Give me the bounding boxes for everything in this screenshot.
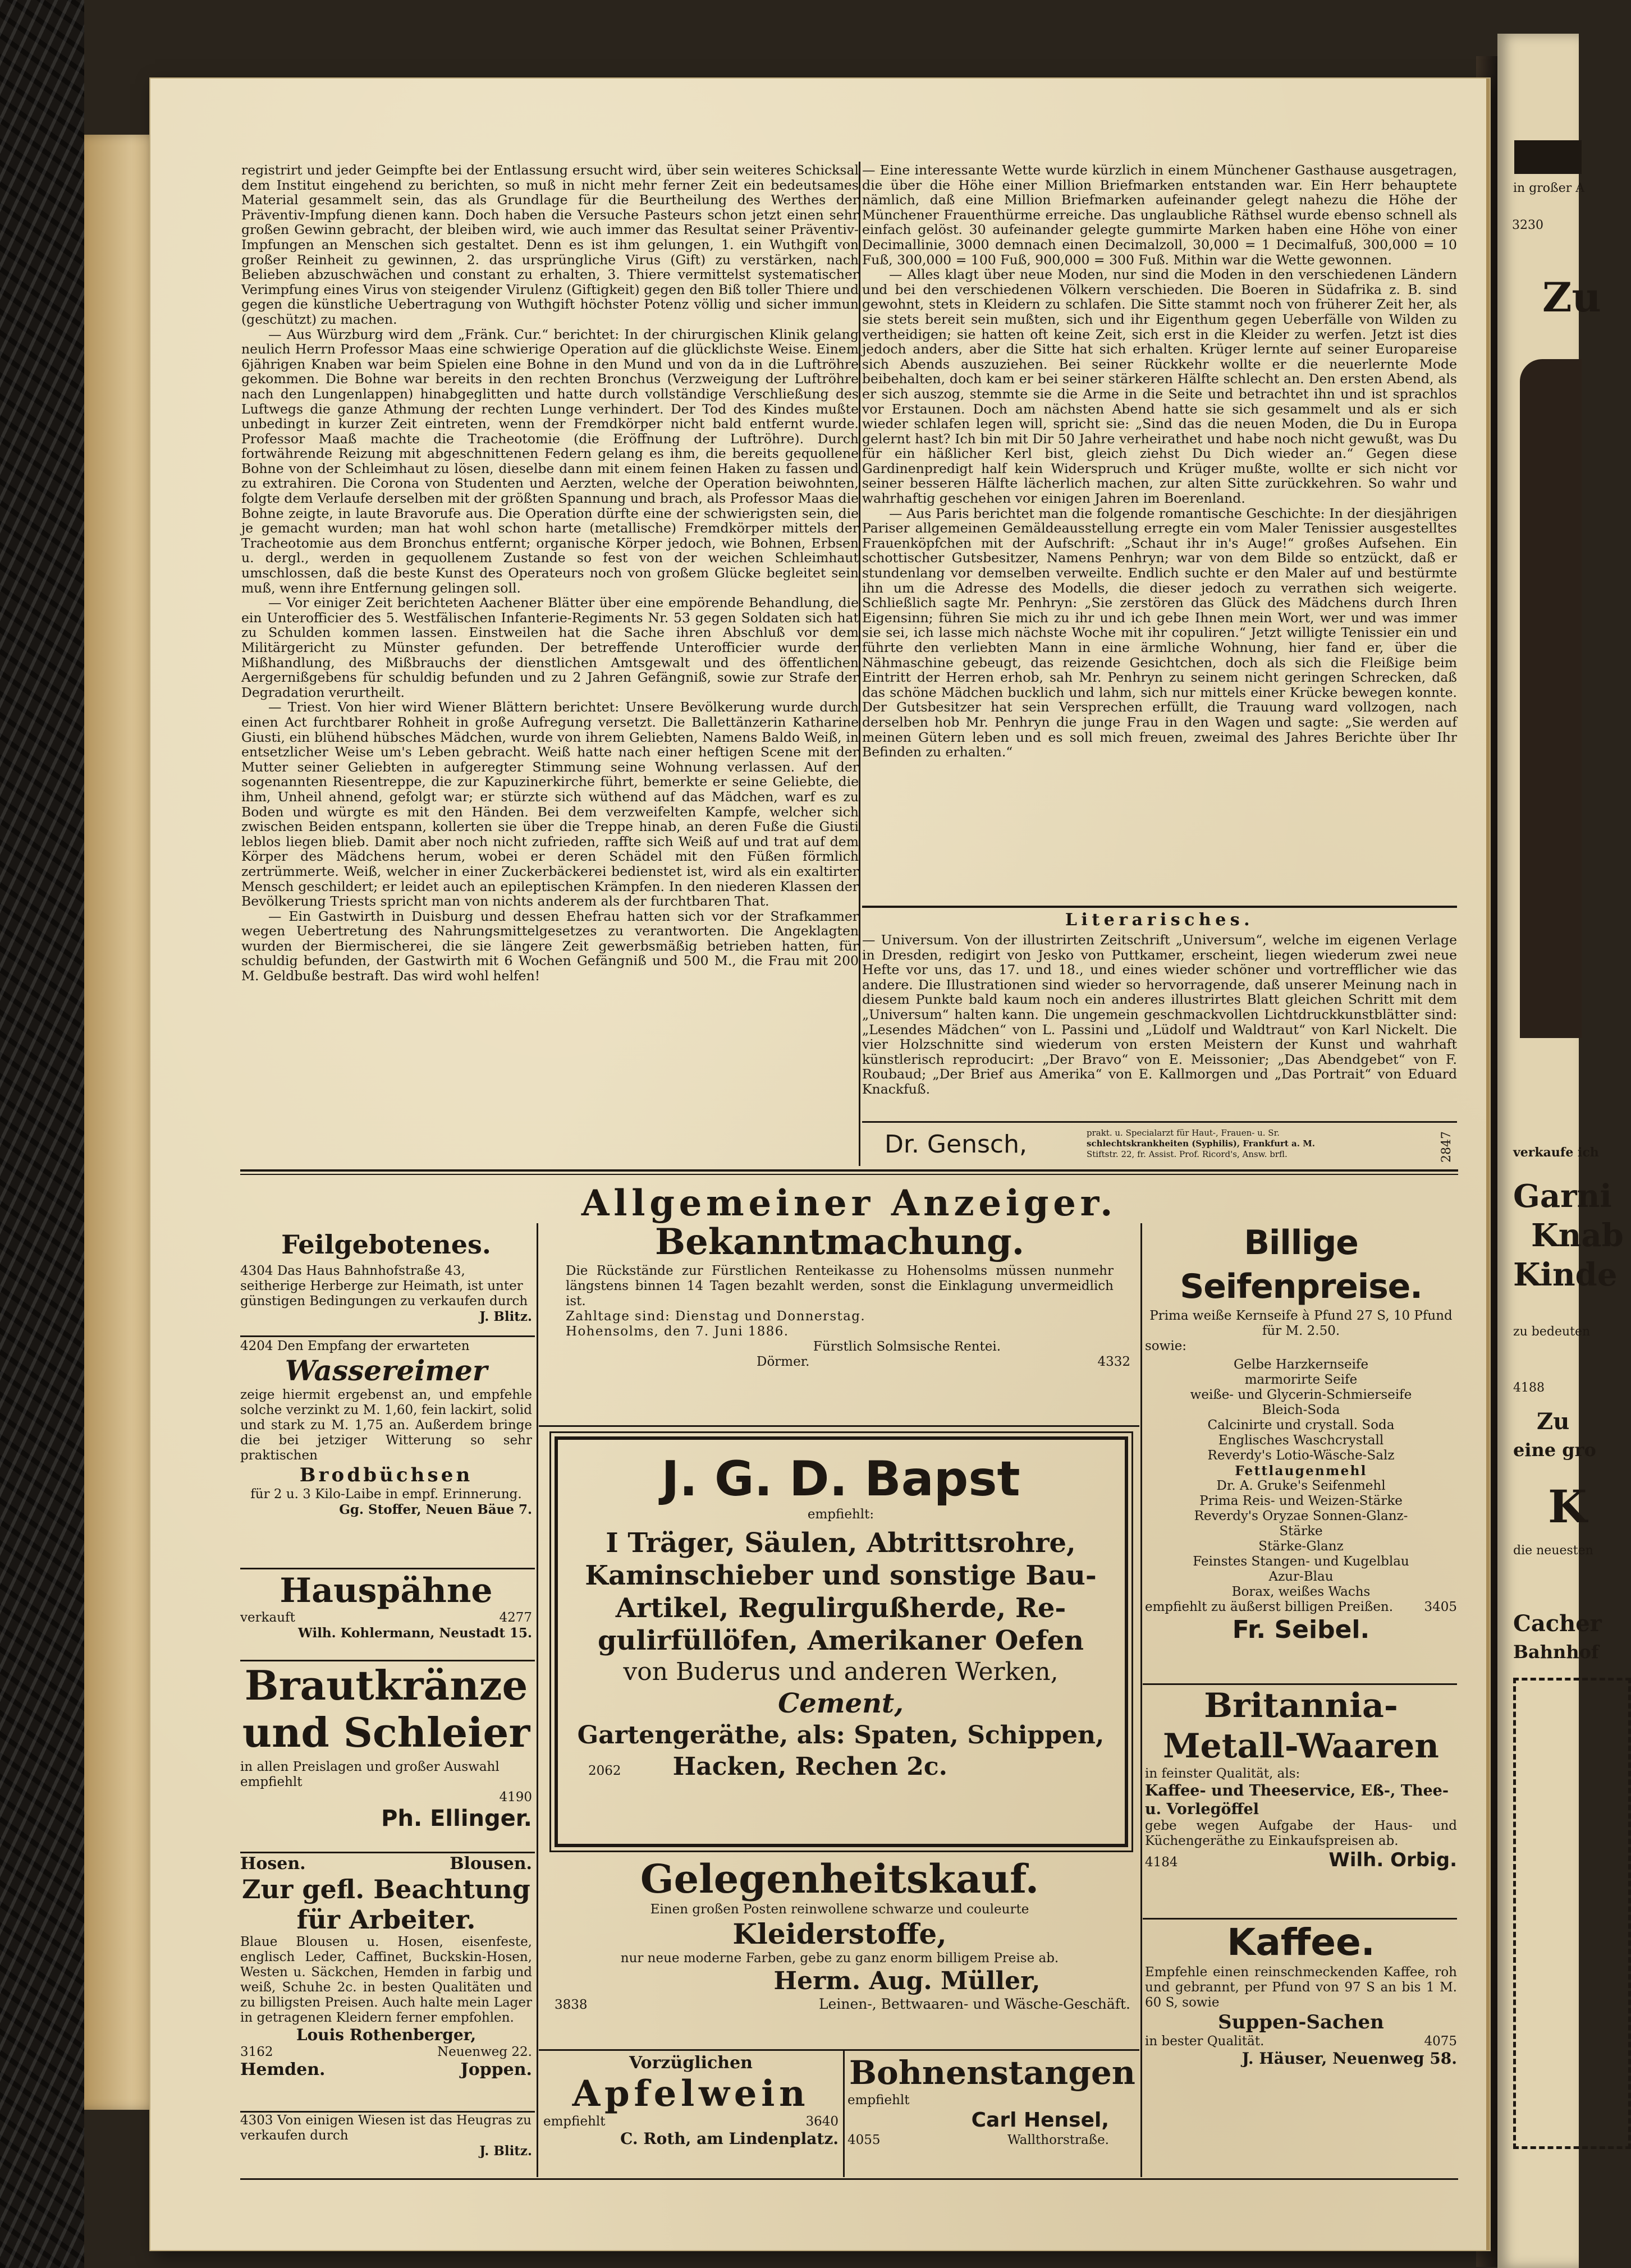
bapst-title: J. G. D. Bapst [661, 1451, 1020, 1507]
right-text-column [859, 163, 1457, 902]
seifen-item: weiße- und Glycerin-Schmierseife [1190, 1388, 1412, 1402]
britannia-sig-row [1145, 1849, 1457, 1871]
bohnen-ad [847, 2053, 1137, 2148]
seifen-item: Fettlaugenmehl [1235, 1463, 1367, 1479]
seifen-item: Borax, weißes Wachs [1231, 1585, 1371, 1599]
ad-signature: Ph. Ellinger. [381, 1806, 532, 1831]
feilgebotenes-ad [240, 1223, 532, 1324]
bapst-line: von Buderus und anderen Werken, [623, 1658, 1059, 1686]
bapst-line: Artikel, Regulirgußherde, Re- [615, 1592, 1066, 1624]
ad-body: Den Empfang der erwarteten [277, 1339, 470, 1353]
ad-body: Einen großen Posten reinwollene schwarze und couleurte [650, 1902, 1029, 1917]
ad-signature: Carl Hensel, [971, 2109, 1109, 2132]
ad-body: in allen Preislagen und großer Auswahl empfiehlt [240, 1760, 500, 1789]
ad-signature: J. Blitz. [479, 2143, 532, 2159]
kaffee-ad [1145, 1920, 1457, 2068]
bapst-last-row [566, 1751, 1116, 1783]
facing-text: 4188 [1513, 1381, 1545, 1395]
wiesen-ad [240, 2113, 532, 2159]
arbeiter-ad [240, 1854, 532, 2080]
bapst-line: Kaminschieber und sonstige Bau- [585, 1560, 1097, 1591]
seifen-item: Feinstes Stangen- und Kugelblau [1193, 1554, 1409, 1569]
brautkraenze-title: und Schleier [242, 1709, 530, 1756]
apfelwein-ad [543, 2053, 839, 2148]
article-paragraph: — Vor einiger Zeit berichteten Aachener Blätter über eine empörende Behandlung, die ein Unterofficier des 5. Westfälischen Infanterie-Regiments Nr. 53 gegen Soldaten sich hat zu Schulden kommen lassen. Einstweilen hat die Sache ihren Abschluß vor dem Militärgericht zu Münster gefunden. Der betreffende Unterofficier wurde der Mißhandlung, des Mißbrauchs der dienstlichen Amtsgewalt und des öffentlichen Aergernißgebens für schuldig befunden und zu 2 Jahren Gefängniß, sowie zur Strafe der Degradation verurtheilt. [241, 595, 859, 700]
ad-signature: Gg. Stoffer, Neuen Bäue 7. [339, 1502, 532, 1517]
seifen-item: Bleich-Soda [1262, 1403, 1340, 1417]
gelegenheit-bottom-row [543, 1996, 1136, 2013]
ad-label: Joppen. [460, 2060, 532, 2079]
facing-text: Zu [1542, 273, 1601, 321]
seifen-item: Englisches Waschcrystall [1218, 1433, 1384, 1448]
gensch-line: Stiftstr. 22, fr. Assist. Prof. Ricord's, Answ. brfl. [1087, 1149, 1288, 1159]
brodbuechsen-title: Brodbüchsen [299, 1464, 473, 1486]
bohnen-row [847, 2133, 1137, 2148]
ad-body: empfiehlt zu äußerst billigen Preißen. [1145, 1600, 1394, 1614]
arbeiter-title: Zur gefl. Beachtung [242, 1874, 530, 1904]
section-rule [862, 906, 1457, 908]
ad-signature: Herm. Aug. Müller, [773, 1967, 1041, 1995]
facing-text: verkaufe ich [1513, 1145, 1599, 1160]
ad-number: 4190 [499, 1790, 532, 1805]
bottom-rule [240, 2178, 1458, 2180]
ad-signature: Fr. Seibel. [1232, 1615, 1370, 1644]
literarisches-text [862, 933, 1457, 1118]
britannia-ad [1145, 1686, 1457, 1871]
article-paragraph: — Aus Paris berichtet man die folgende romantische Geschichte: In der diesjährigen Pariser allgemeinen Gemäldeausstellung erregte ein vom Maler Tenissier ausgestelltes Frauenköpfchen mit der Aufschrift: „Schaut ihr in's Auge!“ großes Aufsehen. Ein schottischer Gutsbesitzer, Namens Penhryn; war von dem Bilde so entzückt, daß er stundenlang vor demselben verweilte. Endlich suchte er den Maler auf und bestürmte ihn um die Adresse des Modells, die dieser jedoch zu verrathen sich weigerte. Schließlich sagte Mr. Penhryn: „Sie zerstören das Glück des Mädchens durch Ihren Eigensinn; führen Sie mich zu ihr und ich gebe Ihnen mein Wort, wer und was immer sie sei, ich lasse mich nächste Woche mit ihr copuliren.“ Jetzt willigte Tenissier ein und führte den verliebten Mann in eine ärmliche Wohnung, hier fand er, über die Nähmaschine gebeugt, das reizende Gesichtchen, doch als sich die Fleißige beim Eintritt der Herren erhob, sah Mr. Penhryn zu seinem nicht geringen Schrecken, daß das schöne Mädchen bucklich und lahm, sich nur mittels einer Krücke bewegen konnte. Der Gutsbesitzer hat sein Versprechen erfüllt, die Trauung ward vollzogen, nach derselben hob Mr. Penhryn die junge Frau in den Wagen und sagte: „Sie werden auf meinen Gütern leben und es soll mich freuen, zweimal des Jahres Berichte über Ihr Befinden zu erhalten.“ [862, 505, 1457, 760]
ad-column-divider [843, 2050, 845, 2177]
ad-body: Wallthorstraße. [1007, 2133, 1109, 2147]
gensch-ad [862, 1126, 1457, 1163]
ad-number: 4055 [847, 2133, 881, 2147]
ad-body: verkauft [240, 1610, 295, 1625]
ad-number: 3640 [805, 2114, 839, 2129]
ad-label: Hosen. [240, 1854, 306, 1874]
bapst-ad [566, 1448, 1116, 1783]
facing-text: 3230 [1512, 218, 1543, 232]
hauspaehne-title: Hauspähne [280, 1571, 493, 1610]
britannia-title: Metall-Waaren [1163, 1727, 1439, 1766]
newspaper-page [150, 79, 1490, 2250]
seifen-item: Stärke [1279, 1524, 1323, 1539]
ad-body: Leinen-, Bettwaaren- und Wäsche-Geschäft. [818, 1996, 1130, 2012]
facing-ad-border [1513, 1678, 1631, 2149]
ad-number: 4204 [240, 1339, 273, 1353]
article-paragraph: — Aus Würzburg wird dem „Fränk. Cur.“ berichtet: In der chirurgischen Klinik gelang neulich Herrn Professor Maas eine schwierige Operation auf die glücklichste Weise. Einem 6jährigen Knaben war beim Spielen eine Bohne in den Mund und von da in die Luftröhre gekommen. Die Bohne war bereits in den rechten Bronchus (Verzweigung der Luftröhre nach den Lungenlappen) hinabgeglitten und hatte durch vollständige Verschließung des Luftwegs die ganze Athmung der rechten Lunge verhindert. Der Tod des Kindes mußte unbedingt in kurzer Zeit eintreten, wenn der Fremdkörper nicht bald entfernt wurde. Professor Maaß machte die Tracheotomie (die Eröffnung der Luftröhre). Durch fortwährende Reizung mit abgeschnittenen Federn gelang es ihm, die bereits gequollene Bohne von der Schleimhaut zu lösen, dieselbe dann mit einem feinen Haken zu fassen und zu extrahiren. Die Corona von Studenten und Aerzten, welche der Operation beiwohnten, folgte dem Verlaufe derselben mit der größten Spannung und brach, als Professor Maas die Bohne zeigte, in laute Bravorufe aus. Die Operation dürfte eine der schwierigsten sein, die je gemacht wurden; man hat wohl schon harte (metallische) Fremdkörper mittels der Tracheotomie aus dem Bronchus entfernt; organische Körper jedoch, wie Bohnen, Erbsen u. dergl., werden in gequollenem Zustande so fest von der weichen Schleimhaut umschlossen, daß die beste Kunst des Operateurs noch von großem Glücke begleitet sein muß, wenn ihre Entfernung gelingen soll. [241, 326, 859, 596]
facing-text: in großer A [1513, 181, 1585, 195]
bohnen-title: Bohnenstangen [849, 2054, 1135, 2092]
ad-body: für 2 u. 3 Kilo-Laibe in empf. Erinnerung. [250, 1487, 522, 1502]
ad-body: Kaffee- und Theeservice, Eß-, Thee- u. Vorlegöffel [1145, 1782, 1449, 1818]
ad-body: Empfehle einen reinschmeckenden Kaffee, roh und gebrannt, per Pfund von 97 S an bis 1 M. 60 S, sowie [1145, 1965, 1457, 2010]
anzeiger-rule [240, 1169, 1458, 1172]
feilgebotenes-heading: Feilgebotenes. [281, 1229, 491, 1260]
arbeiter-title: für Arbeiter. [296, 1904, 476, 1935]
facing-text: eine gro [1513, 1439, 1596, 1461]
ad-column-divider [537, 1223, 538, 2177]
kaffee-title: Kaffee. [1227, 1921, 1375, 1964]
ad-label: Blousen. [450, 1854, 532, 1874]
ad-rule [1143, 1683, 1457, 1685]
britannia-title: Britannia- [1204, 1686, 1398, 1725]
literarisches-paragraph: — Universum. Von der illustrirten Zeitschrift „Universum“, welche im eigenen Verlage in Dresden, redigirt von Jesko von Puttkamer, erscheint, liegen wiederum zwei neue Hefte vor uns, das 17. und 18., und eines wieder schöner und vortrefflicher wie das andere. Die Illustrationen sind wieder so hervorragende, daß unserer Meinung nach in diesem Punkte bald kaum noch ein anderes illustrirtes Blatt gleichen Schritt mit dem „Universum“ halten kann. Die ungemein geschmackvollen Lichtdruckkunstblätter sind: „Lesendes Mädchen“ von L. Passini und „Lüdolf und Waldtraut“ von Karl Nickelt. Die vier Holzschnitte sind wiederum von ersten Meistern der Kunst und wahrhaft künstlerisch reproducirt: „Der Bravo“ von E. Meissonier; „Das Abendgebet“ von F. Roubaud; „Der Brief aus Amerika“ von E. Kallmorgen und „Das Portrait“ von Eduard Knackfuß. [862, 932, 1457, 1097]
bapst-line: Cement, [778, 1688, 904, 1719]
seifen-ad [1145, 1221, 1457, 1645]
suppen-title: Suppen-Sachen [1218, 2011, 1384, 2033]
left-text-column [241, 163, 859, 1168]
anzeiger-title: Allgemeiner Anzeiger. [581, 1182, 1117, 1224]
kaffee-row [1145, 2034, 1457, 2049]
facing-text: Garni [1513, 1178, 1612, 1215]
arbeiter-addr-row [240, 2045, 532, 2060]
arbeiter-top-row [240, 1854, 532, 1874]
kleiderstoffe-title: Kleiderstoffe, [732, 1917, 947, 1950]
ad-column-divider [1140, 1223, 1142, 2177]
ad-body: Hohensolms, den 7. Juni 1886. [566, 1324, 789, 1339]
bapst-line: I Träger, Säulen, Abtrittsrohre, [606, 1527, 1076, 1559]
ad-number: 2062 [588, 1764, 621, 1778]
ad-rule [240, 1568, 535, 1569]
gensch-line: prakt. u. Specialarzt für Haut-, Frauen- u. Sr. [1087, 1128, 1280, 1138]
anzeiger-rule [240, 1174, 1458, 1175]
wassereimer-ad [240, 1339, 532, 1517]
gensch-line: schlechtskrankheiten (Syphilis), Frankfurt a. M. [1087, 1138, 1316, 1149]
ad-body: empfiehlt: [807, 1507, 874, 1522]
ad-signature: Fürstlich Solmsische Rentei. [813, 1339, 1001, 1354]
ad-body: zeige hiermit ergebenst an, und empfehle solche verzinkt zu M. 1,60, fein lackirt, solid und stark zu M. 1,75 an. Außerdem bringe die bei jetziger Witterung so sehr praktischen [240, 1388, 532, 1463]
seifen-item: Stärke-Glanz [1258, 1539, 1344, 1554]
hauspaehne-row [240, 1610, 532, 1626]
brautkraenze-ad [240, 1662, 532, 1832]
wiesen-text [240, 2113, 532, 2143]
ad-number: 4303 [240, 2113, 273, 2128]
ad-body: empfiehlt [847, 2093, 910, 2108]
ad-body: gebe wegen Aufgabe der Haus- und Küchengeräthe zu Einkaufspreisen ab. [1145, 1819, 1457, 1848]
seifen-item: Prima Reis- und Weizen-Stärke [1199, 1494, 1403, 1508]
facing-page-header-bar [1514, 140, 1582, 174]
apfelwein-pre: Vorzüglichen [629, 2053, 753, 2073]
seifen-item: Azur-Blau [1268, 1569, 1334, 1584]
ad-rule [240, 1852, 535, 1853]
seifen-item: Reverdy's Lotio-Wäsche-Salz [1207, 1448, 1395, 1463]
facing-text: zu bedeuten [1513, 1325, 1591, 1339]
seifen-item: Dr. A. Gruke's Seifenmehl [1216, 1479, 1386, 1493]
ad-body: sowie: [1145, 1339, 1187, 1353]
ad-body: Die Rückstände zur Fürstlichen Renteikasse zu Hohensolms müssen nunmehr längstens binnen 14 Tagen bezahlt werden, sonst die Einklagung unvermeidlich ist. [566, 1264, 1114, 1309]
book-binding [0, 0, 84, 2268]
ad-signature: Dörmer. [757, 1355, 810, 1369]
ad-number: 4277 [499, 1610, 532, 1625]
seifen-item: Reverdy's Oryzae Sonnen-Glanz- [1194, 1509, 1408, 1523]
ad-signature: Wilh. Orbig. [1328, 1849, 1457, 1871]
ad-body: Zahltage sind: Dienstag und Donnerstag. [566, 1309, 866, 1324]
ad-signature: J. Blitz. [479, 1309, 532, 1324]
ad-number: 3405 [1424, 1600, 1457, 1614]
ad-number: 4075 [1424, 2034, 1457, 2049]
ad-rule [1143, 1918, 1457, 1920]
arbeiter-bottom-row [240, 2060, 532, 2080]
wassereimer-intro [240, 1339, 532, 1354]
facing-text: die neuesten [1513, 1544, 1593, 1558]
gelegenheit-title: Gelegenheitskauf. [640, 1856, 1039, 1902]
facing-text: Kinde [1513, 1256, 1618, 1293]
ad-signature: Louis Rothenberger, [296, 2026, 477, 2044]
facing-page [1497, 34, 1624, 2268]
hauspaehne-ad [240, 1571, 532, 1641]
gensch-name: Dr. Gensch, [885, 1130, 1027, 1159]
ad-body: in feinster Qualität, als: [1145, 1766, 1300, 1781]
facing-text: Zu [1537, 1408, 1570, 1435]
bekanntmachung-sig-row [543, 1355, 1136, 1370]
article-paragraph: — Eine interessante Wette wurde kürzlich in einem Münchener Gasthause ausgetragen, die über die Höhe einer Million Briefmarken entstanden war. Ein Herr behauptete nämlich, daß eine Million Briefmarken aufeinander gelegt nahezu die Höhe der Münchener Frauenthürme erreiche. Das unglaubliche Räthsel wurde ebenso schnell als einfach gelöst. 30 aufeinander gelegte gummirte Marken haben eine Höhe von einer Decimallinie, 3000 demnach einen Decimalzoll, 30,000 = 1 Decimalfuß, 300,000 = 10 Fuß, 300,000 = 100 Fuß, 900,000 = 300 Fuß. Mithin war die Wette gewonnen. [862, 162, 1457, 268]
ad-signature: J. Häuser, Neuenweg 58. [1241, 2049, 1457, 2068]
ad-label: Hemden. [240, 2060, 326, 2079]
literarisches-heading: Literarisches. [1065, 910, 1254, 930]
facing-illustration [1520, 359, 1582, 1038]
bapst-line: Hacken, Rechen 2c. [672, 1752, 947, 1781]
gensch-details [1087, 1128, 1315, 1160]
ad-body: Neuenweg 22. [437, 2045, 532, 2059]
article-paragraph: — Triest. Von hier wird Wiener Blättern berichtet: Unsere Bevölkerung wurde durch einen Act furchtbarer Rohheit in große Aufregung versetzt. Die Ballettänzerin Katharine Giusti, ein blühend hübsches Mädchen, wurde von ihrem Geliebten, Namens Baldo Weiß, in entsetzlicher Weise um's Leben gebracht. Weiß hatte nach einer heftigen Scene mit der Mutter seiner Geliebten in aufgeregter Stimmung seine Wohnung verlassen. Auf der sogenannten Riesentreppe, die zur Kapuzinerkirche führt, bemerkte er seine Geliebte, die ihm, Unheil ahnend, gefolgt war; er stürzte sich wüthend auf das Mädchen, warf es zu Boden und würgte es mit den Händen. Bei dem verzweifelten Kampfe, welcher sich zwischen Beiden entspann, kollerten sie über die Treppe hinab, an deren Fuße die Giusti leblos liegen blieb. Damit aber noch nicht zufrieden, raffte sich Weiß auf und trat auf dem Körper des Mädchens herum, wobei er deren Schädel mit den Füßen förmlich zertrümmerte. Weiß, welcher in einer Zuckerbäckerei bedienstet ist, wird als ein exaltirter Mensch geschildert; er leidet auch an epileptischen Krämpfen. In den niederen Klassen der Bevölkerung Triests spricht man von nichts anderem als der furchtbaren That. [241, 699, 859, 910]
bekanntmachung-ad [543, 1221, 1136, 1370]
ad-body: Prima weiße Kernseife à Pfund 27 S, 10 Pfund für M. 2.50. [1149, 1309, 1453, 1338]
ad-body: Das Haus Bahnhofstraße 43, seitherige Herberge zur Heimath, ist unter günstigen Bedingungen zu verkaufen durch [240, 1264, 528, 1309]
ad-rule [240, 1335, 535, 1337]
bapst-line: Gartengeräthe, als: Spaten, Schippen, [577, 1721, 1105, 1750]
ad-body: nur neue moderne Farben, gebe zu ganz enorm billigem Preise ab. [620, 1951, 1059, 1966]
apfelwein-row [543, 2114, 839, 2129]
ad-signature: Wilh. Kohlermann, Neustadt 15. [298, 1626, 532, 1641]
facing-text: Bahnhof [1513, 1641, 1599, 1663]
wassereimer-title: Wassereimer [285, 1354, 488, 1387]
ad-rule [539, 2049, 1139, 2051]
brautkraenze-title: Brautkränze [244, 1661, 528, 1709]
gensch-number: 2847 [1440, 1131, 1454, 1163]
gelegenheit-ad [543, 1856, 1136, 2013]
ad-body: in bester Qualität. [1145, 2034, 1265, 2049]
article-paragraph: — Ein Gastwirth in Duisburg und dessen Ehefrau hatten sich vor der Strafkammer wegen Uebertretung des Nahrungsmittelgesetzes zu verantworten. Die Angeklagten wurden der Biermischerei, die sie längere Zeit gewerbsmäßig betrieben hatten, für schuldig befunden, der Gastwirth mit 6 Wochen Gefängniß und 500 M., die Frau mit 200 M. Geldbuße bestraft. Das wird wohl helfen! [241, 908, 859, 984]
ad-signature: C. Roth, am Lindenplatz. [620, 2129, 839, 2148]
apfelwein-title: Apfelwein [572, 2073, 810, 2115]
seifen-item: Gelbe Harzkernseife [1233, 1357, 1369, 1372]
article-paragraph: — Alles klagt über neue Moden, nur sind die Moden in den verschiedenen Ländern und bei den verschiedenen Völkern verschieden. Die Boeren in Südafrika z. B. sind gewohnt, stets in Kleidern zu schlafen. Die Sitte stammt noch von früherer Zeit her, als sie stets bereit sein mußten, sich und ihr Eigenthum gegen Ueberfälle von Wilden zu vertheidigen; sie hatten oft keine Zeit, sich erst in die Kleider zu werfen. Jetzt ist dies jedoch anders, aber die Sitte hat sich erhalten. Krüger lernte auf seiner Europareise sich Abends auszuziehen. Bei seiner Rückkehr wollte er die neuerlernte Mode beibehalten, doch kam er bei seiner stärkeren Hälfte schlecht an. Den ersten Abend, als er sich auszog, stemmte sie die Arme in die Seite und betrachtet ihn und ist sprachlos vor Erstaunen. Doch am nächsten Abend hatte sie sich gesammelt und als er sich wieder schlafen legen will, spricht sie: „Sind das die neuen Moden, die Du in Europa gelernt hast? Ich bin mit Dir 50 Jahre verheirathet und habe noch nicht gewußt, was Du für ein häßlicher Kerl bist, gleich ziehst Du Dich wieder an.“ Gegen diese Gardinenpredigt half kein Widerspruch und Krüger mußte, wollte er sich nicht vor seiner besseren Hälfte lächerlich machen, zur alten Sitte zurückkehren. So wahr und wahrhaftig geschehen vor einigen Jahren im Boerenland. [862, 267, 1457, 507]
ad-rule [539, 1425, 1139, 1427]
ad-body: Blaue Blousen u. Hosen, eisenfeste, englisch Leder, Caffinet, Buckskin-Hosen, Westen u. Säckchen, Hemden in farbig und weiß, Schuhe 2c. in besten Qualitäten und zu billigsten Preisen. Auch halte mein Lager in getragenen Kleidern ferner empfohlen. [240, 1935, 532, 2025]
ad-number: 3162 [240, 2045, 273, 2059]
ad-body: empfiehlt [543, 2114, 606, 2129]
bekanntmachung-title: Bekanntmachung. [654, 1221, 1025, 1263]
seifen-title: Billige Seifenpreise. [1180, 1223, 1422, 1306]
article-paragraph: registrirt und jeder Geimpfte bei der Entlassung ersucht wird, über sein weiteres Schicksal dem Institut eingehend zu berichten, so muß in nicht mehr ferner Zeit ein bedeutsames Material gesammelt sein, das als Grundlage für die Beurtheilung des Werthes der Präventiv-Impfung dienen kann. Doch haben die Versuche Pasteurs schon jetzt einen sehr großen Gewinn gebracht, der bleiben wird, wie auch immer das Resultat seiner Präventiv-Impfungen an Menschen sich gestaltet. Denn es ist ihm gelungen, 1. ein Wuthgift von großer Reinheit zu gewinnen, 2. das ursprüngliche Virus (Gift) zu verstärken, nach Belieben abzuschwächen und constant zu erhalten, 3. Thiere vermittelst systematischer Verimpfung eines Virus von steigender Virulenz (Giftigkeit) gegen den Biß toller Thiere und gegen die künstliche Uebertragung von Wuthgift höchster Potenz völlig und sicher immun (geschützt) zu machen. [241, 162, 859, 327]
ad-number: 4304 [240, 1264, 273, 1278]
ad-body: Von einigen Wiesen ist das Heugras zu verkaufen durch [240, 2113, 532, 2143]
ad-number: 4184 [1145, 1855, 1178, 1870]
seifen-item: marmorirte Seife [1244, 1372, 1358, 1387]
seifen-item: Calcinirte und crystall. Soda [1207, 1418, 1395, 1433]
ad-number: 3838 [555, 1998, 588, 2012]
bapst-line: gulirfüllöfen, Amerikaner Oefen [597, 1625, 1084, 1656]
ad-rule [240, 2111, 535, 2113]
facing-text: Knab [1531, 1217, 1624, 1254]
section-rule [862, 1121, 1457, 1123]
facing-text: Cacher [1513, 1610, 1602, 1637]
feilgebotenes-text [240, 1264, 532, 1309]
facing-text: K [1548, 1480, 1587, 1533]
ad-number: 4332 [1097, 1355, 1130, 1369]
